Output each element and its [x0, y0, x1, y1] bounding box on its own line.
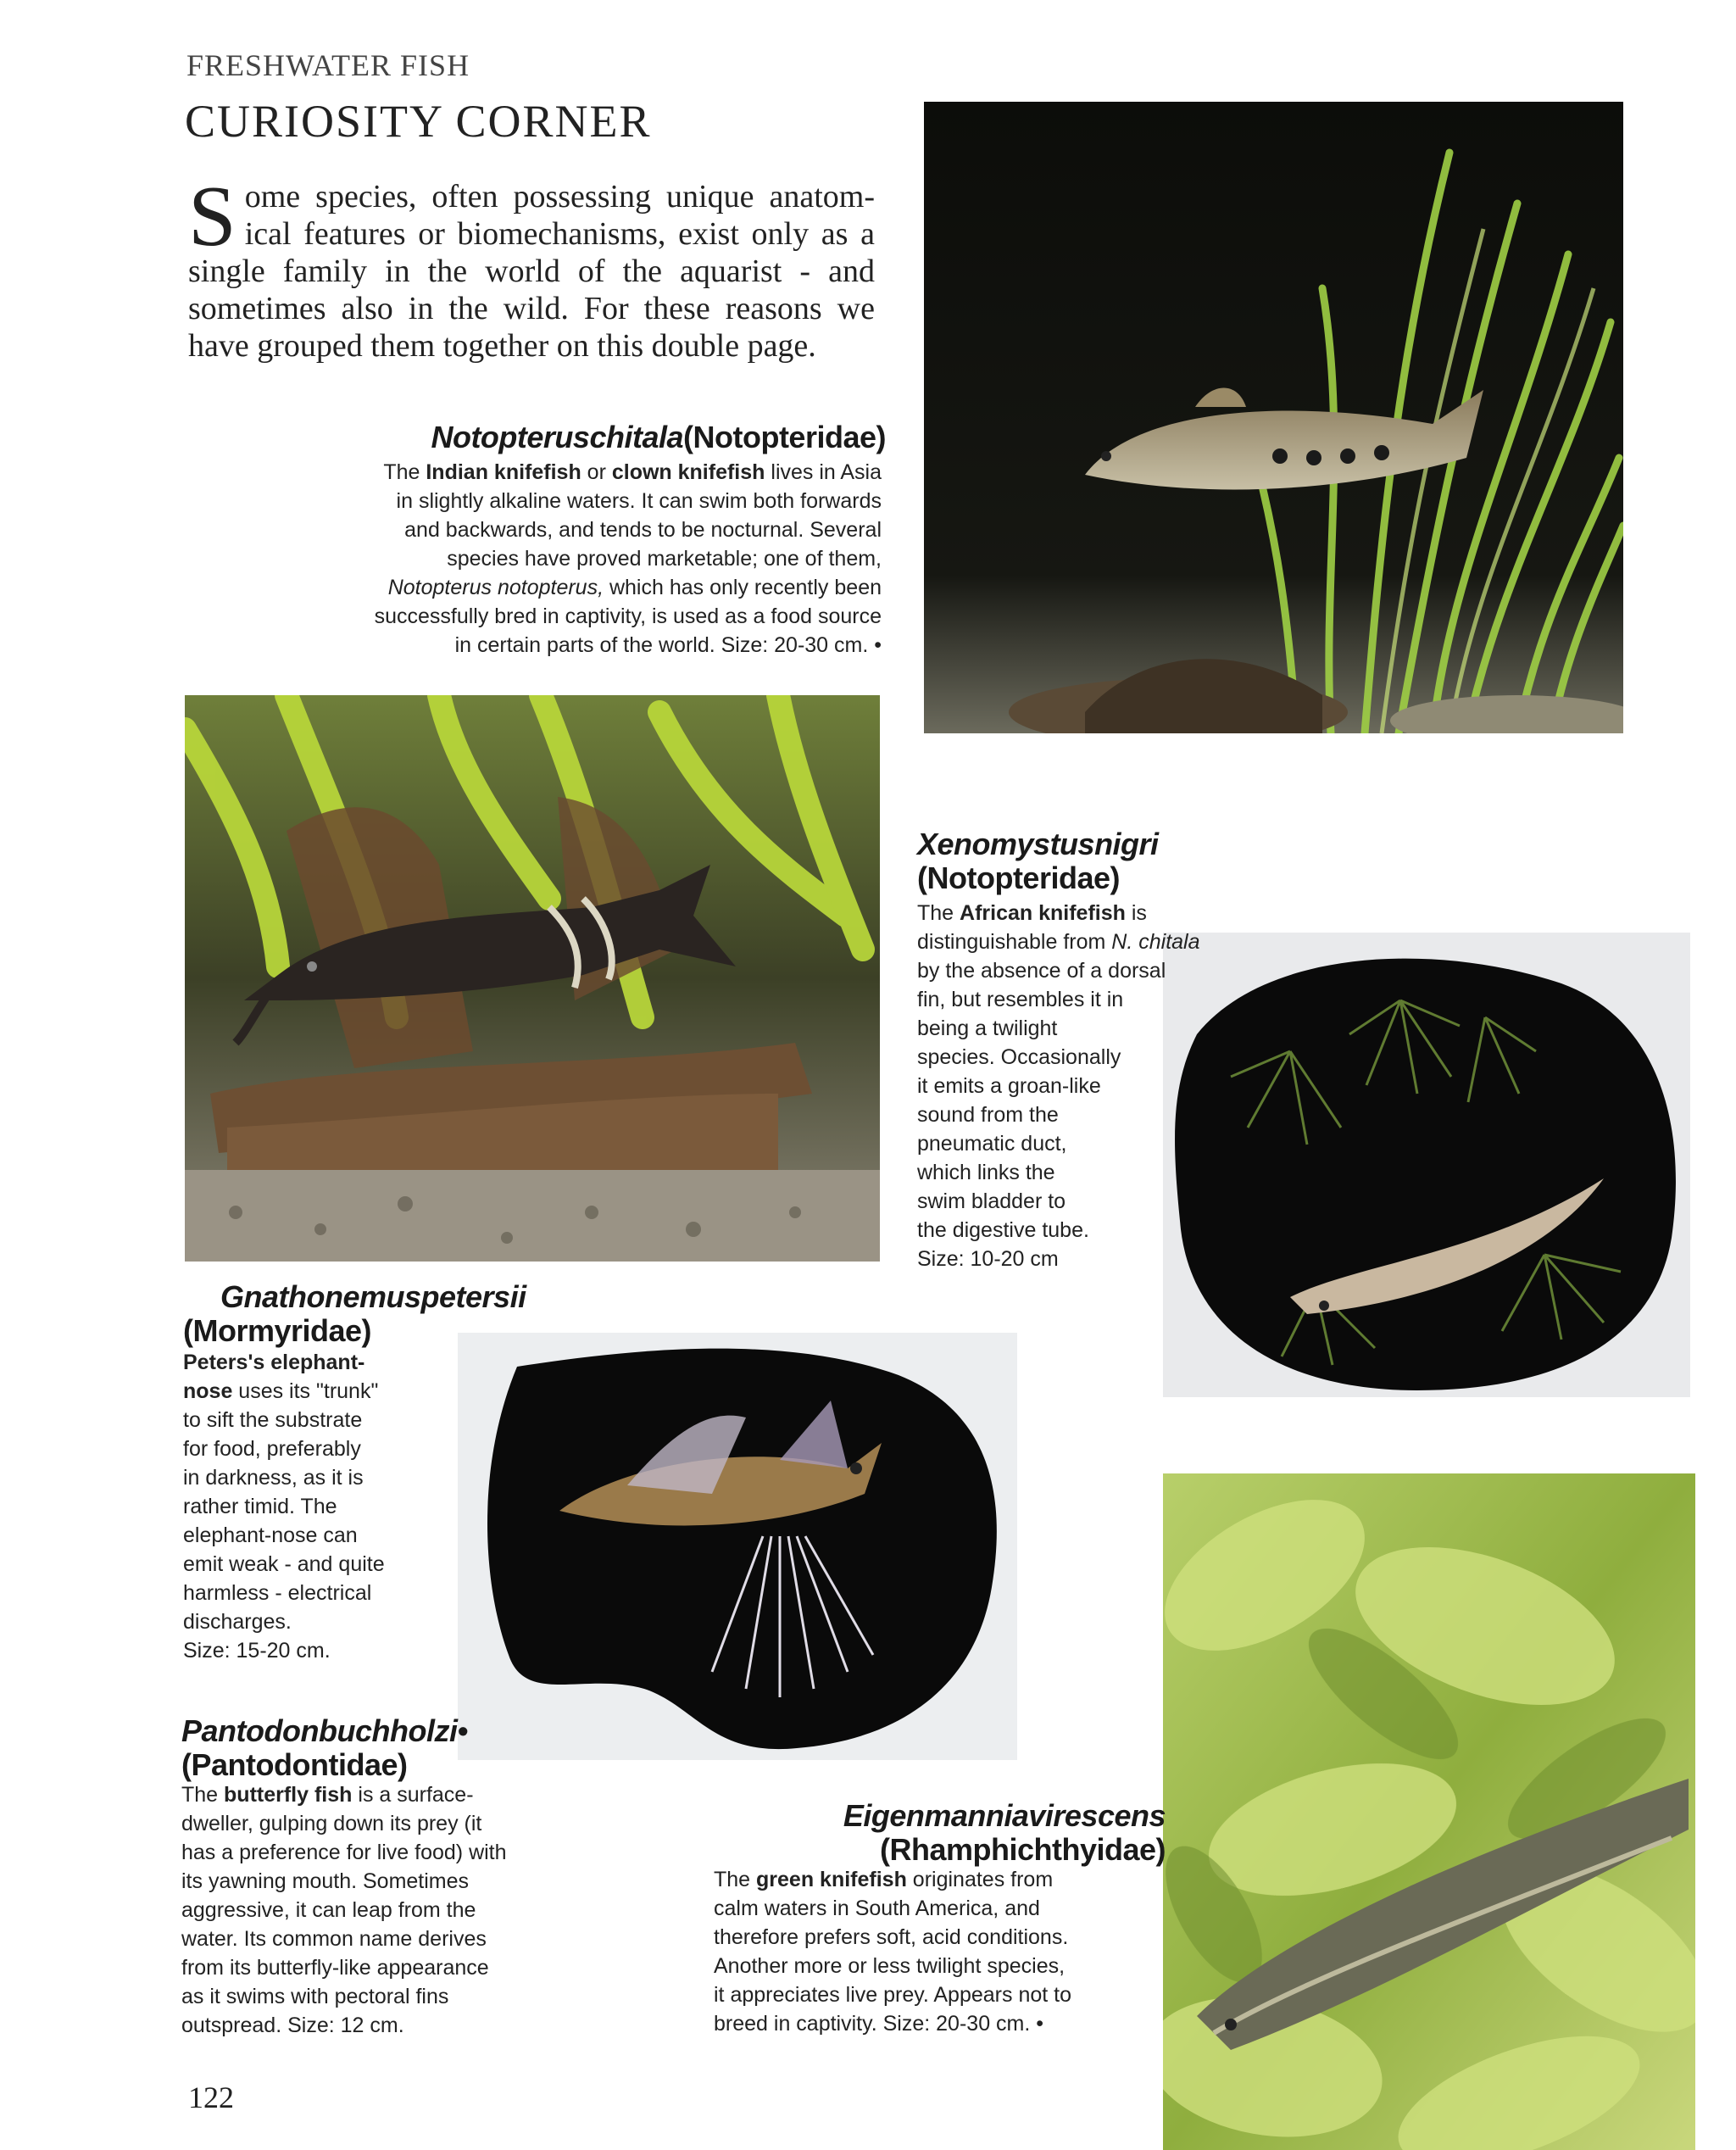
- intro-line: ome species, often possessing unique anatom-: [244, 179, 875, 214]
- family-name: (Mormyridae): [183, 1313, 372, 1348]
- text-line: has a preference for live food) with: [181, 1841, 507, 1864]
- text-line: from its butterfly-like appearance: [181, 1956, 489, 1980]
- text-line: species. Occasionally: [917, 1045, 1121, 1069]
- species-name: Gnathonemuspetersii: [220, 1279, 526, 1314]
- xenomystus-body: [917, 899, 1239, 1273]
- family-name: (Pantodontidae): [181, 1747, 408, 1782]
- intro-line: single family in the world of the aquarist - and: [188, 253, 875, 289]
- gnathonemus-body: [183, 1348, 454, 1665]
- text-line: pneumatic duct,: [917, 1132, 1067, 1156]
- text-line: in darkness, as it is: [183, 1466, 364, 1490]
- text-line: The green knifefish originates from: [714, 1868, 1054, 1891]
- text-line: nose uses its "trunk": [183, 1379, 379, 1403]
- text-line: fin, but resembles it in: [917, 988, 1124, 1011]
- family-name: (Notopteridae): [917, 861, 1120, 895]
- text-line: elephant-nose can: [183, 1523, 358, 1547]
- species-name: Eigenmanniavirescens: [843, 1798, 1166, 1833]
- text-line: in certain parts of the world. Size: 20-30 cm. •: [454, 633, 882, 657]
- drop-cap: S: [188, 169, 236, 265]
- text-line: Peters's elephant-: [183, 1351, 365, 1374]
- text-line: the digestive tube.: [917, 1218, 1089, 1242]
- text-line: discharges.: [183, 1610, 292, 1634]
- text-line: The butterfly fish is a surface-: [181, 1783, 474, 1807]
- text-line: therefore prefers soft, acid conditions.: [714, 1925, 1069, 1949]
- text-line: The Indian knifefish or clown knifefish lives in Asia: [383, 460, 882, 484]
- text-line: Another more or less twilight species,: [714, 1954, 1066, 1978]
- text-line: aggressive, it can leap from the: [181, 1898, 476, 1922]
- text-line: for food, preferably: [183, 1437, 361, 1461]
- text-line: swim bladder to: [917, 1189, 1066, 1213]
- text-line: emit weak - and quite: [183, 1552, 385, 1576]
- notopterus-heading: [424, 421, 886, 454]
- text-line: breed in captivity. Size: 20-30 cm. •: [714, 2012, 1044, 2036]
- text-line: harmless - electrical: [183, 1581, 372, 1605]
- text-line: distinguishable from N. chitala: [917, 930, 1200, 954]
- intro-paragraph: [188, 169, 875, 365]
- text-line: it emits a groan-like: [917, 1074, 1101, 1098]
- photo-gnathonemus-petersii: [185, 695, 880, 1262]
- text-line: Size: 10-20 cm: [917, 1247, 1059, 1271]
- photo-notopterus-chitala: [924, 102, 1623, 733]
- text-line: Notopterus notopterus, which has only recently been: [387, 576, 882, 599]
- intro-line: sometimes also in the wild. For these reasons we: [188, 291, 875, 326]
- text-line: in slightly alkaline waters. It can swim both forwards: [396, 489, 882, 513]
- text-line: by the absence of a dorsal: [917, 959, 1166, 983]
- family-name: (Notopteridae): [683, 420, 886, 454]
- intro-line: have grouped them together on this double page.: [188, 328, 816, 364]
- text-line: outspread. Size: 12 cm.: [181, 2014, 404, 2037]
- page-title: CURIOSITY CORNER: [185, 96, 652, 147]
- gnathonemus-heading: [183, 1280, 607, 1348]
- text-line: species have proved marketable; one of them,: [447, 547, 882, 571]
- text-line: water. Its common name derives: [181, 1927, 487, 1951]
- text-line: sound from the: [917, 1103, 1059, 1127]
- photo-eigenmannia-virescens: [1163, 1473, 1695, 2150]
- intro-line: ical features or biomechanisms, exist only as a: [244, 216, 875, 252]
- species-name: Pantodonbuchholzi•: [181, 1713, 468, 1748]
- text-line: Size: 15-20 cm.: [183, 1639, 331, 1663]
- section-label: FRESHWATER FISH: [186, 48, 470, 82]
- eigenmannia-heading: [763, 1799, 1166, 1867]
- notopterus-body: [305, 458, 882, 660]
- text-line: calm waters in South America, and: [714, 1897, 1040, 1920]
- photo-pantodon-buchholzi: [458, 1333, 1017, 1760]
- xenomystus-heading: [917, 827, 1273, 895]
- species-name: Xenomystusnigri: [917, 827, 1159, 861]
- text-line: to sift the substrate: [183, 1408, 363, 1432]
- text-line: its yawning mouth. Sometimes: [181, 1869, 470, 1893]
- species-name: Notopteruschitala: [431, 420, 683, 454]
- family-name: (Rhamphichthyidae): [879, 1832, 1166, 1867]
- text-line: rather timid. The: [183, 1495, 337, 1518]
- pantodon-body: [181, 1780, 571, 2040]
- text-line: and backwards, and tends to be nocturnal. Several: [404, 518, 882, 542]
- pantodon-heading: [181, 1714, 588, 1782]
- page-number: 122: [188, 2080, 234, 2114]
- text-line: as it swims with pectoral fins: [181, 1985, 449, 2008]
- text-line: it appreciates live prey. Appears not to: [714, 1983, 1071, 2007]
- text-line: dweller, gulping down its prey (it: [181, 1812, 482, 1835]
- photo-xenomystus-nigri: [1163, 933, 1690, 1397]
- eigenmannia-body: [714, 1865, 1155, 2038]
- text-line: being a twilight: [917, 1017, 1058, 1040]
- text-line: which links the: [917, 1161, 1055, 1184]
- text-line: The African knifefish is: [917, 901, 1147, 925]
- text-line: successfully bred in captivity, is used as a food source: [374, 604, 882, 628]
